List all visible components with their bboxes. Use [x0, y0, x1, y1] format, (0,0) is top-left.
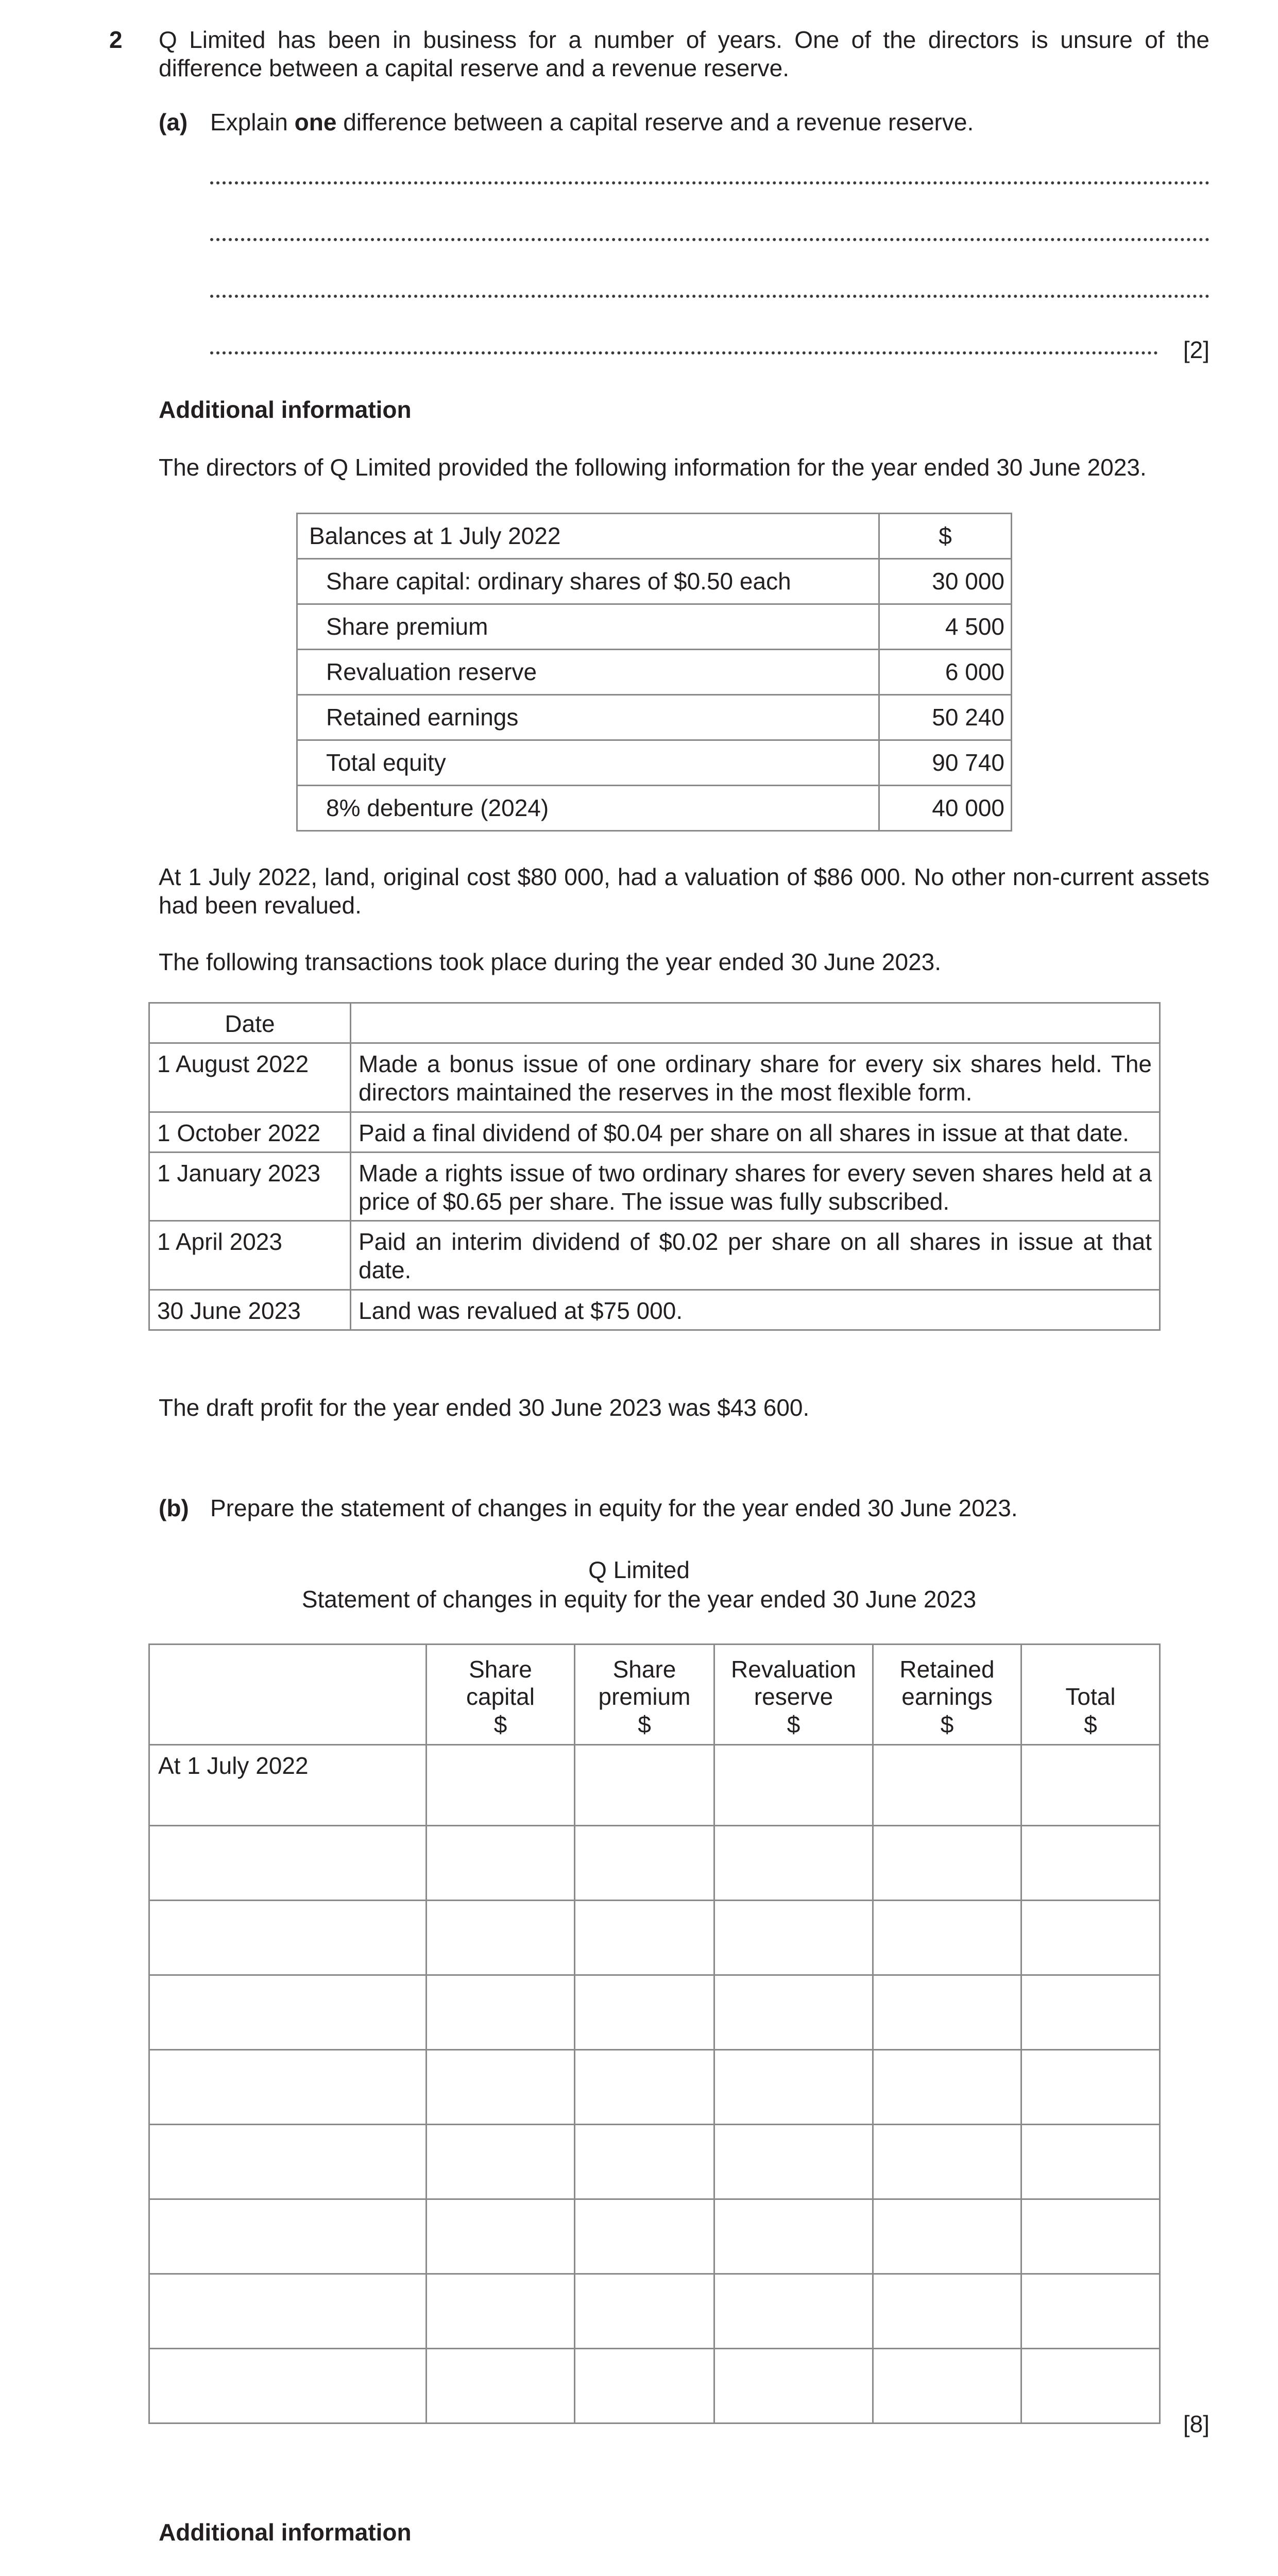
- answer-cell[interactable]: [873, 2274, 1021, 2349]
- answer-cell[interactable]: [575, 2125, 714, 2199]
- transaction-date: 1 January 2023: [149, 1152, 351, 1221]
- answer-cell[interactable]: [1021, 2050, 1160, 2125]
- transactions-header-date: Date: [149, 1003, 351, 1043]
- additional-info-text: The directors of Q Limited provided the following information for the year ended 30 June 2023.: [159, 454, 1147, 481]
- answer-cell[interactable]: [427, 1745, 575, 1826]
- answer-cell[interactable]: [149, 2050, 427, 2125]
- table-row: [149, 1826, 1160, 1901]
- answer-cell[interactable]: [149, 1901, 427, 1975]
- answer-cell[interactable]: [575, 1826, 714, 1901]
- table-row: [149, 2274, 1160, 2349]
- balance-value: 6 000: [879, 650, 1012, 695]
- answer-cell[interactable]: [149, 2199, 427, 2274]
- answer-line[interactable]: [210, 181, 1209, 184]
- answer-line[interactable]: [210, 238, 1209, 241]
- balance-label: Revaluation reserve: [297, 650, 879, 695]
- transaction-date: 30 June 2023: [149, 1290, 351, 1330]
- balances-table: [296, 513, 1012, 832]
- answer-cell[interactable]: [714, 2050, 873, 2125]
- part-b-prompt: Prepare the statement of changes in equity for the year ended 30 June 2023.: [210, 1495, 1018, 1521]
- answer-cell[interactable]: [575, 1975, 714, 2050]
- answer-cell[interactable]: [873, 1826, 1021, 1901]
- answer-cell[interactable]: [427, 2125, 575, 2199]
- transaction-date: 1 April 2023: [149, 1221, 351, 1290]
- balance-value: 30 000: [879, 559, 1012, 604]
- answer-cell[interactable]: [575, 2050, 714, 2125]
- answer-cell[interactable]: [873, 1901, 1021, 1975]
- transactions-table: [148, 1002, 1161, 1331]
- balance-value: 40 000: [879, 786, 1012, 831]
- answer-cell[interactable]: [427, 1975, 575, 2050]
- balances-header-label: Balances at 1 July 2022: [297, 514, 879, 559]
- answer-cell[interactable]: [714, 1826, 873, 1901]
- answer-cell[interactable]: [149, 2274, 427, 2349]
- table-row: [149, 1745, 1160, 1826]
- answer-cell[interactable]: [714, 1975, 873, 2050]
- answer-cell[interactable]: [714, 2125, 873, 2199]
- table-row: [297, 740, 1012, 786]
- balance-label: Total equity: [297, 740, 879, 786]
- column-header: Share premium $: [575, 1645, 714, 1745]
- column-header: Retained earnings $: [873, 1645, 1021, 1745]
- column-header: Share capital $: [427, 1645, 575, 1745]
- answer-cell[interactable]: [1021, 2199, 1160, 2274]
- transaction-desc: Made a bonus issue of one ordinary share for every six shares held. The directors maintained the reserves in the most flexible form.: [351, 1043, 1160, 1112]
- transaction-date: 1 August 2022: [149, 1043, 351, 1112]
- table-row: [149, 1152, 1160, 1221]
- answer-cell[interactable]: [149, 2125, 427, 2199]
- question-intro: Q Limited has been in business for a number of years. One of the directors is unsure of the difference between a capital reserve and a revenue reserve.: [159, 26, 1209, 82]
- answer-cell[interactable]: [575, 2274, 714, 2349]
- balance-label: 8% debenture (2024): [297, 786, 879, 831]
- answer-cell[interactable]: [873, 1975, 1021, 2050]
- column-header: Revaluation reserve $: [714, 1645, 873, 1745]
- part-a-prompt: Explain one difference between a capital reserve and a revenue reserve.: [210, 109, 974, 135]
- transactions-header-desc: [351, 1003, 1160, 1043]
- answer-cell[interactable]: [575, 2349, 714, 2424]
- balances-header-unit: $: [879, 514, 1012, 559]
- transaction-desc: Made a rights issue of two ordinary shares for every seven shares held at a price of $0.65 per share. The issue was fully subscribed.: [351, 1152, 1160, 1221]
- answer-cell[interactable]: [873, 2349, 1021, 2424]
- transaction-date: 1 October 2022: [149, 1112, 351, 1152]
- table-row: [149, 2125, 1160, 2199]
- part-a-marks: [2]: [1183, 336, 1209, 363]
- table-row: [149, 1221, 1160, 1290]
- answer-cell[interactable]: [427, 2050, 575, 2125]
- draft-profit-text: The draft profit for the year ended 30 June 2023 was $43 600.: [159, 1394, 810, 1421]
- answer-cell[interactable]: [714, 2349, 873, 2424]
- part-b-marks: [8]: [1183, 2411, 1209, 2437]
- answer-cell[interactable]: [427, 1826, 575, 1901]
- answer-cell[interactable]: [427, 2349, 575, 2424]
- table-row: [149, 2349, 1160, 2424]
- table-row: [149, 2199, 1160, 2274]
- table-row: [297, 604, 1012, 650]
- answer-cell[interactable]: [149, 1975, 427, 2050]
- table-row: [149, 2050, 1160, 2125]
- answer-cell[interactable]: [714, 2274, 873, 2349]
- statement-title: Statement of changes in equity for the year ended 30 June 2023: [301, 1586, 977, 1613]
- transaction-desc: Paid an interim dividend of $0.02 per share on all shares in issue at that date.: [351, 1221, 1160, 1290]
- additional-info-heading: Additional information: [159, 396, 412, 423]
- part-b-label: (b): [159, 1495, 189, 1521]
- transaction-desc: Land was revalued at $75 000.: [351, 1290, 1160, 1330]
- transaction-desc: Paid a final dividend of $0.04 per share on all shares in issue at that date.: [351, 1112, 1160, 1152]
- answer-cell[interactable]: [575, 1745, 714, 1826]
- answer-cell[interactable]: [1021, 1901, 1160, 1975]
- answer-cell[interactable]: [873, 2199, 1021, 2274]
- answer-cell[interactable]: [575, 1901, 714, 1975]
- table-row: [297, 695, 1012, 740]
- answer-cell[interactable]: [427, 2274, 575, 2349]
- table-row: [297, 650, 1012, 695]
- additional-info-heading: Additional information: [159, 2519, 412, 2546]
- table-row: [149, 1290, 1160, 1330]
- answer-cell[interactable]: [873, 2125, 1021, 2199]
- part-a-label: (a): [159, 109, 188, 135]
- question-number: 2: [109, 26, 123, 53]
- answer-cell[interactable]: [873, 1745, 1021, 1826]
- answer-cell[interactable]: [427, 2199, 575, 2274]
- column-header: Total $: [1021, 1645, 1160, 1745]
- answer-cell[interactable]: [1021, 2274, 1160, 2349]
- table-row: [149, 1975, 1160, 2050]
- statement-company-name: Q Limited: [588, 1556, 690, 1583]
- balance-value: 50 240: [879, 695, 1012, 740]
- answer-cell[interactable]: [1021, 1745, 1160, 1826]
- answer-cell[interactable]: [714, 2199, 873, 2274]
- equity-statement-table: [148, 1643, 1161, 2424]
- answer-cell[interactable]: [427, 1901, 575, 1975]
- table-row: [149, 1112, 1160, 1152]
- answer-cell[interactable]: [575, 2199, 714, 2274]
- answer-cell[interactable]: [714, 1901, 873, 1975]
- answer-cell[interactable]: [149, 1826, 427, 1901]
- answer-cell[interactable]: [1021, 2125, 1160, 2199]
- balance-value: 4 500: [879, 604, 1012, 650]
- balance-label: Share premium: [297, 604, 879, 650]
- answer-line[interactable]: [210, 351, 1158, 354]
- row-label-header: [149, 1645, 427, 1745]
- table-row: [297, 786, 1012, 831]
- table-row: [297, 559, 1012, 604]
- table-row: [149, 1043, 1160, 1112]
- answer-line[interactable]: [210, 295, 1209, 298]
- answer-cell[interactable]: [1021, 1975, 1160, 2050]
- row-label: At 1 July 2022: [149, 1745, 427, 1826]
- answer-cell[interactable]: [714, 1745, 873, 1826]
- balance-value: 90 740: [879, 740, 1012, 786]
- answer-cell[interactable]: [873, 2050, 1021, 2125]
- answer-cell[interactable]: [1021, 1826, 1160, 1901]
- table-row: [149, 1901, 1160, 1975]
- answer-cell[interactable]: [149, 2349, 427, 2424]
- balance-label: Retained earnings: [297, 695, 879, 740]
- balance-label: Share capital: ordinary shares of $0.50 each: [297, 559, 879, 604]
- transactions-intro: The following transactions took place during the year ended 30 June 2023.: [159, 948, 942, 975]
- land-text: At 1 July 2022, land, original cost $80 000, had a valuation of $86 000. No other non-current assets had been revalued.: [159, 863, 1209, 919]
